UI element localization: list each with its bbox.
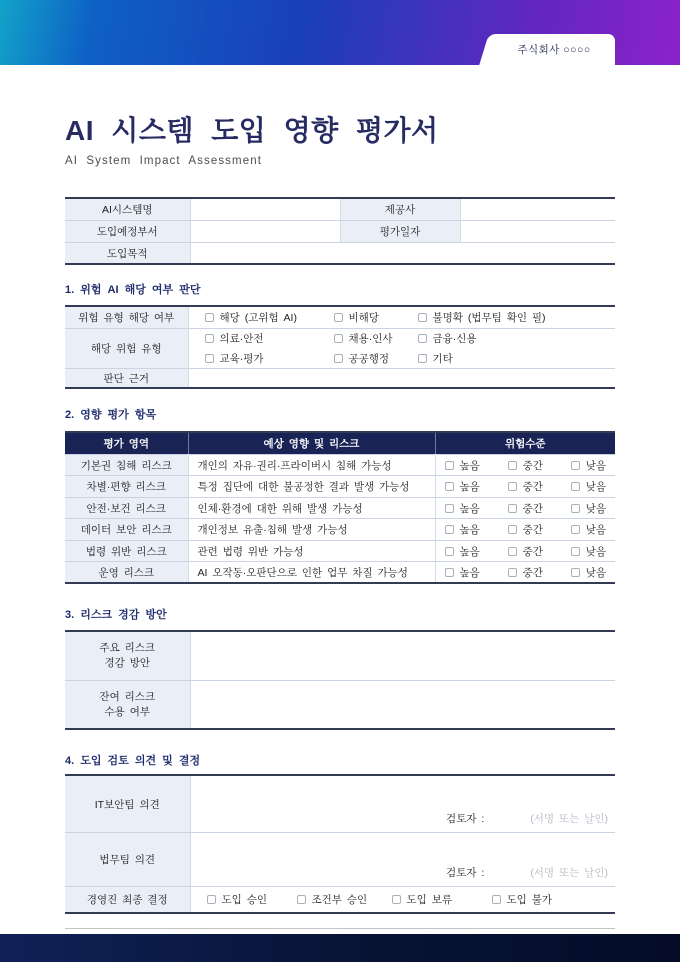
reviewer-label: 검토자 : [446,812,485,825]
label-line: 주요 리스크 [99,642,156,655]
risk-low-checkbox[interactable] [571,568,580,577]
table-row [65,497,615,519]
purpose-label: 도입목적 [65,242,190,264]
risk-level-label: 중간 [522,566,543,579]
table-row [65,476,615,498]
table-row [65,540,615,562]
table-row [65,562,615,584]
risk-low-checkbox[interactable] [571,482,580,491]
not-applicable-checkbox[interactable] [334,313,343,322]
page-subtitle: AI System Impact Assessment [65,155,263,168]
risk-type-label: 해당 위험 유형 [65,328,188,368]
risk-impact-text: 특정 집단에 대한 불공정한 결과 발생 가능성 [188,476,435,498]
column-header-risk-level: 위험수준 [435,432,615,454]
option-label: 의료·안전 [219,332,264,345]
risk-impact-text: 개인의 자유·권리·프라이버시 침해 가능성 [188,454,435,476]
risk-applicability-label: 위험 유형 해당 여부 [65,306,188,328]
label-line: 경감 방안 [104,657,150,670]
risk-level-label: 낮음 [585,566,606,579]
option-label: 조건부 승인 [311,894,368,907]
mitigation-plan-input[interactable] [190,631,615,680]
risk-level-label: 높음 [459,524,480,537]
risk-area-label: 데이터 보안 리스크 [65,519,188,541]
signature-hint: (서명 또는 날인) [530,866,608,879]
table-row [65,832,615,886]
risk-medium-checkbox[interactable] [508,504,517,513]
review-decision-table [65,774,615,914]
table-row [65,306,615,328]
risk-level-label: 낮음 [585,459,606,472]
bottom-gradient-bar [0,934,680,962]
risk-level-label: 중간 [522,459,543,472]
risk-area-label: 기본권 침해 리스크 [65,454,188,476]
table-row [65,680,615,729]
legal-team-opinion-label: 법무팀 의견 [65,832,190,886]
high-risk-applicable-checkbox[interactable] [205,313,214,322]
option-label: 불명확 (법무팀 확인 필) [432,312,546,325]
option-label: 비해당 [348,312,379,325]
risk-impact-text: 관련 법령 위반 가능성 [188,540,435,562]
judgment-basis-input[interactable] [188,368,615,388]
option-label: 교육·평가 [219,352,264,365]
risk-level-label: 낮음 [585,502,606,515]
residual-risk-label [65,680,190,729]
header-gradient-bar [0,0,680,65]
medical-safety-checkbox[interactable] [205,334,214,343]
risk-low-checkbox[interactable] [571,525,580,534]
purpose-input[interactable] [190,242,615,264]
signature-hint: (서명 또는 날인) [530,812,608,825]
finance-credit-checkbox[interactable] [418,334,427,343]
risk-level-label: 낮음 [585,481,606,494]
approve-checkbox[interactable] [207,895,216,904]
risk-level-label: 중간 [522,481,543,494]
assessment-date-label: 평가일자 [340,220,460,242]
table-row [65,220,615,242]
it-security-opinion-label: IT보안팀 의견 [65,775,190,832]
impact-assessment-table [65,431,615,584]
public-administration-checkbox[interactable] [334,354,343,363]
table-row [65,519,615,541]
risk-area-label: 차별·편향 리스크 [65,476,188,498]
table-row [65,775,615,832]
risk-high-checkbox[interactable] [445,525,454,534]
ai-system-name-input[interactable] [190,198,340,220]
table-row [65,368,615,388]
risk-impact-text: 인체·환경에 대한 위해 발생 가능성 [188,497,435,519]
department-label: 도입예정부서 [65,220,190,242]
label-line: 잔여 리스크 [99,690,156,703]
section4-heading: 4. 도입 검토 의견 및 결정 [65,755,201,768]
education-evaluation-checkbox[interactable] [205,354,214,363]
risk-low-checkbox[interactable] [571,461,580,470]
option-label: 기타 [432,352,453,365]
risk-level-label: 낮음 [585,524,606,537]
table-row [65,454,615,476]
risk-high-checkbox[interactable] [445,547,454,556]
risk-area-label: 법령 위반 리스크 [65,540,188,562]
risk-low-checkbox[interactable] [571,547,580,556]
risk-level-label: 높음 [459,502,480,515]
assessment-date-input[interactable] [460,220,615,242]
section1-heading: 1. 위험 AI 해당 여부 판단 [65,284,201,297]
risk-high-checkbox[interactable] [445,568,454,577]
hold-checkbox[interactable] [392,895,401,904]
risk-impact-text: 개인정보 유출·침해 발생 가능성 [188,519,435,541]
ai-system-name-label: AI시스템명 [65,198,190,220]
section2-heading: 2. 영향 평가 항목 [65,409,157,422]
provider-input[interactable] [460,198,615,220]
risk-medium-checkbox[interactable] [508,461,517,470]
risk-level-label: 낮음 [585,545,606,558]
table-row [65,328,615,368]
risk-medium-checkbox[interactable] [508,547,517,556]
risk-level-label: 중간 [522,545,543,558]
reject-checkbox[interactable] [492,895,501,904]
legal-team-opinion-input[interactable] [190,832,615,886]
risk-medium-checkbox[interactable] [508,525,517,534]
table-header-row [65,432,615,454]
risk-medium-checkbox[interactable] [508,568,517,577]
option-label: 공공행정 [348,352,390,365]
unclear-checkbox[interactable] [418,313,427,322]
risk-area-label: 안전·보건 리스크 [65,497,188,519]
conditional-approve-checkbox[interactable] [297,895,306,904]
page-title: AI 시스템 도입 영향 평가서 [65,115,439,146]
risk-low-checkbox[interactable] [571,504,580,513]
risk-determination-table [65,305,615,389]
it-security-opinion-input[interactable] [190,775,615,832]
info-table [65,197,615,265]
table-row [65,631,615,680]
column-header-area: 평가 영역 [65,432,188,454]
risk-level-label: 높음 [459,566,480,579]
risk-level-label: 중간 [522,502,543,515]
option-label: 해당 (고위험 AI) [219,312,297,325]
option-label: 도입 승인 [221,894,267,907]
risk-level-label: 높음 [459,481,480,494]
reviewer-label: 검토자 : [446,866,485,879]
option-label: 도입 보류 [406,894,452,907]
mitigation-plan-label [65,631,190,680]
company-tab [493,34,615,65]
department-input[interactable] [190,220,340,242]
table-row [65,198,615,220]
provider-label: 제공사 [340,198,460,220]
section3-heading: 3. 리스크 경감 방안 [65,609,167,622]
document-content [65,65,615,952]
risk-impact-text: AI 오작동·오판단으로 인한 업무 차질 가능성 [188,562,435,584]
option-label: 도입 불가 [506,894,552,907]
recruiting-hr-checkbox[interactable] [334,334,343,343]
final-decision-label: 경영진 최종 결정 [65,886,190,913]
option-label: 채용·인사 [348,332,393,345]
table-row [65,242,615,264]
judgment-basis-label: 판단 근거 [65,368,188,388]
risk-medium-checkbox[interactable] [508,482,517,491]
etc-checkbox[interactable] [418,354,427,363]
column-header-impact: 예상 영향 및 리스크 [188,432,435,454]
residual-risk-input[interactable] [190,680,615,729]
risk-level-label: 높음 [459,545,480,558]
company-name-label: 주식회사 ○○○○ [517,44,591,56]
table-row [65,886,615,913]
risk-level-label: 높음 [459,459,480,472]
label-line: 수용 여부 [104,705,150,718]
risk-high-checkbox[interactable] [445,461,454,470]
risk-area-label: 운영 리스크 [65,562,188,584]
risk-level-label: 중간 [522,524,543,537]
risk-mitigation-table [65,630,615,730]
risk-high-checkbox[interactable] [445,482,454,491]
risk-high-checkbox[interactable] [445,504,454,513]
option-label: 금융·신용 [432,332,477,345]
